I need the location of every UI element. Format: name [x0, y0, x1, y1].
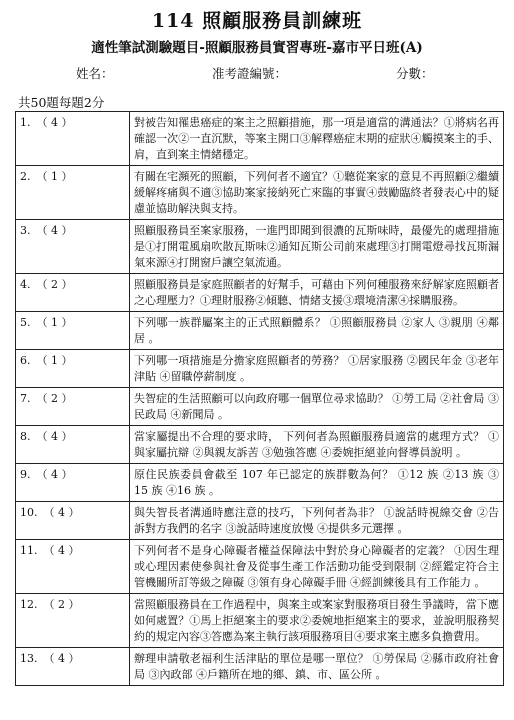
- question-number: 13.: [20, 652, 38, 665]
- total-questions-note: 共50題每題2分: [18, 95, 105, 110]
- question-answer: （ 2 ）: [43, 598, 80, 611]
- question-row: [16, 648, 504, 686]
- question-number: 12.: [20, 598, 38, 611]
- question-answer: （ 4 ）: [36, 116, 73, 129]
- document-title: 114 照顧服務員訓練班: [151, 10, 363, 32]
- question-row: [16, 594, 504, 648]
- question-text: 照顧服務員是家庭照顧者的好幫手，可藉由下列何種服務來紓解家庭照顧者之心理壓力？①理財服務②傾聽、情緒支援③環境清潔④採購服務。: [130, 274, 504, 312]
- question-answer: （ 4 ）: [36, 430, 73, 443]
- ticket-number-field-label: 准考證編號：: [212, 66, 288, 81]
- question-number: 7.: [20, 392, 31, 405]
- question-text: 對被告知罹患癌症的案主之照顧措施，那一項是適當的溝通法？①將病名再確認一次②一直沉默，等案主開口③解釋癌症末期的症狀④觸摸案主的手、肩，直到案主情緒穩定。: [130, 112, 504, 166]
- question-number: 5.: [20, 316, 31, 329]
- score-field-label: 分數：: [396, 66, 434, 81]
- question-number: 4.: [20, 278, 31, 291]
- question-number: 9.: [20, 468, 31, 481]
- question-number-answer: [16, 388, 130, 426]
- question-answer: （ 1 ）: [36, 354, 73, 367]
- question-row: [16, 540, 504, 594]
- question-answer: （ 1 ）: [36, 316, 73, 329]
- question-number-answer: [16, 166, 130, 220]
- question-number-answer: [16, 112, 130, 166]
- question-text: 與失智長者溝通時應注意的技巧，下列何者為非？ ①說話時視線交會 ②告訴對方我們的名字 ③說話時速度放慢 ④提供多元選擇 。: [130, 502, 504, 540]
- question-answer: （ 4 ）: [36, 224, 73, 237]
- question-text: 下列哪一項措施是分擔家庭照顧者的勞務？ ①居家服務 ②國民年金 ③老年津貼 ④留職停薪制度 。: [130, 350, 504, 388]
- question-row: [16, 312, 504, 350]
- question-row: [16, 502, 504, 540]
- document-subtitle: 適性筆試測驗題目-照顧服務員實習專班-嘉市平日班(A): [91, 40, 423, 56]
- question-number-answer: [16, 426, 130, 464]
- question-text: 有關在宅瀕死的照顧，下列何者不適宜？①聽從案家的意見不再照顧②繼續緩解疼痛與不適③協助案家接納死亡來臨的事實④鼓勵臨終者發表心中的疑慮並協助解決與支持。: [130, 166, 504, 220]
- questions-table: [15, 111, 504, 686]
- question-number-answer: [16, 648, 130, 686]
- question-number: 3.: [20, 224, 31, 237]
- question-number: 6.: [20, 354, 31, 367]
- question-answer: （ 2 ）: [36, 278, 73, 291]
- question-row: [16, 274, 504, 312]
- question-text: 失智症的生活照顧可以向政府哪一個單位尋求協助？ ①勞工局 ②社會局 ③民政局 ④新聞局 。: [130, 388, 504, 426]
- question-number-answer: [16, 350, 130, 388]
- question-text: 辦理申請敬老福利生活津貼的單位是哪一單位？ ①勞保局 ②縣市政府社會局 ③內政部 ④戶籍所在地的鄉、鎮、市、區公所 。: [130, 648, 504, 686]
- question-number: 8.: [20, 430, 31, 443]
- name-field-label: 姓名：: [76, 66, 114, 81]
- question-answer: （ 2 ）: [36, 392, 73, 405]
- question-answer: （ 4 ）: [43, 506, 80, 519]
- question-row: [16, 426, 504, 464]
- question-text: 當照顧服務員在工作過程中，與案主或案家對服務項目發生爭議時，當下應如何處置？①馬上拒絕案主的要求②委婉地拒絕案主的要求，並說明服務契約的規定內容③答應為案主執行該項服務項目④要求案主應多負擔費用。: [130, 594, 504, 648]
- question-number: 10.: [20, 506, 38, 519]
- question-number-answer: [16, 464, 130, 502]
- question-number-answer: [16, 312, 130, 350]
- exam-info-fields: [0, 64, 514, 84]
- question-text: 當家屬提出不合理的要求時， 下列何者為照顧服務員適當的處理方式？ ①與家屬抗辯 ②與親友訴苦 ③勉強答應 ④委婉拒絕並向督導員說明 。: [130, 426, 504, 464]
- question-answer: （ 1 ）: [36, 170, 73, 183]
- question-number-answer: [16, 274, 130, 312]
- question-answer: （ 4 ）: [36, 468, 73, 481]
- question-text: 下列哪一族群屬案主的正式照顧體系？ ①照顧服務員 ②家人 ③親朋 ④鄰居 。: [130, 312, 504, 350]
- question-row: [16, 166, 504, 220]
- question-answer: （ 4 ）: [43, 544, 80, 557]
- question-row: [16, 112, 504, 166]
- question-number: 1.: [20, 116, 31, 129]
- question-text: 照顧服務員至案家服務，一進門即聞到很濃的瓦斯味時，最優先的處理措施是①打開電風扇吹散瓦斯味②通知瓦斯公司前來處理③打開電燈尋找瓦斯漏氣來源④打開窗戶讓空氣流通。: [130, 220, 504, 274]
- question-number-answer: [16, 540, 130, 594]
- question-number-answer: [16, 594, 130, 648]
- question-row: [16, 388, 504, 426]
- question-number-answer: [16, 502, 130, 540]
- question-number: 2.: [20, 170, 31, 183]
- question-number-answer: [16, 220, 130, 274]
- question-text: 原住民族委員會截至 107 年已認定的族群數為何？ ①12 族 ②13 族 ③ 15 族 ④16 族 。: [130, 464, 504, 502]
- question-row: [16, 220, 504, 274]
- question-row: [16, 350, 504, 388]
- question-text: 下列何者不是身心障礙者權益保障法中對於身心障礙者的定義？ ①因生理或心理因素使參與社會及從事生產工作活動功能受到限制 ②經鑑定符合主管機關所訂等級之障礙 ③領有身心障礙手冊 ④經訓練後具有工作能力 。: [130, 540, 504, 594]
- question-row: [16, 464, 504, 502]
- question-answer: （ 4 ）: [43, 652, 80, 665]
- question-number: 11.: [20, 544, 38, 557]
